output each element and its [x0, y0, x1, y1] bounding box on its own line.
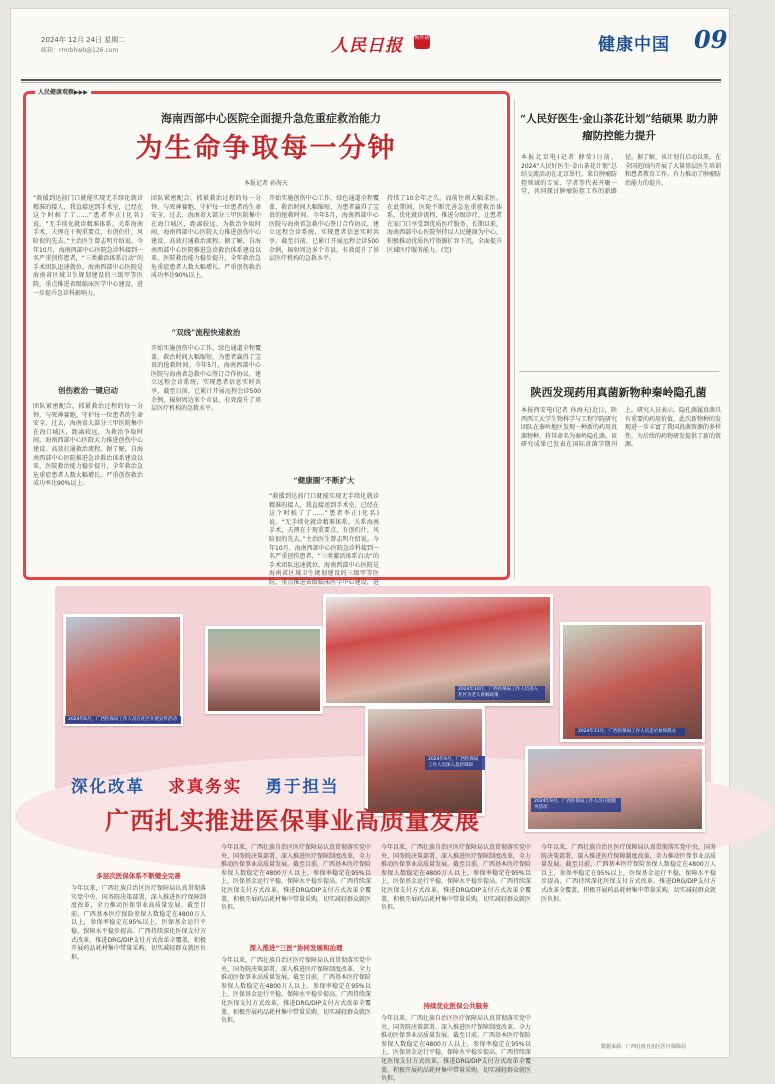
- date-line: 2024年 12月 24日 星期二: [41, 36, 126, 44]
- side-headline-2: 陕西发现药用真菌新物种秦岭隐孔菌: [530, 386, 707, 399]
- feature-body-2b: 今年以来，广西壮族自治区医疗保障局认真贯彻落实党中央、国务院决策部署，深入推进医疗保障制度改革，全力推动医保事业高质量发展。截至目前，广西基本医疗保险参保人数稳定在4800万人以上，参保率稳定在95%以上，医保基金运行平稳，保障水平稳步提高。广西持续深化医保支付方式改革，推进DRG/DIP支付方式改革全覆盖，积极开展药品耗材集中带量采购，切实减轻群众就医负担。: [221, 957, 372, 1025]
- header-rule: [21, 79, 721, 81]
- photo-caption-3: 2024年11月，广西医保局工作人员走访参保群众: [575, 728, 685, 736]
- body-column-4: 持续了10余年之久，而前往则大幅求医。在此期间，医院不断完善急危重症救治体系，优化就诊流程，推进分级诊疗，让患者在家门口享受到优质医疗服务。长期以来，海南西部中心医院坚持以人民健康为中心，积极推动优质医疗资源扩容下沉，全面提升区域医疗服务能力。(完): [387, 195, 502, 254]
- feature-body-3b: 今年以来，广西壮族自治区医疗保障局认真贯彻落实党中央、国务院决策部署，深入推进医疗保障制度改革，全力推动医保事业高质量发展。截至目前，广西基本医疗保险参保人数稳定在4800万人以上，参保率稳定在95%以上，医保基金运行平稳，保障水平稳步提高。广西持续深化医保支付方式改革，推进DRG/DIP支付方式改革全覆盖，积极开展药品耗材集中带量采购，切实减轻群众就医负担。: [381, 1015, 532, 1083]
- article-headline: 为生命争取每一分钟: [135, 133, 397, 164]
- logo-badge: 海外版: [414, 35, 430, 49]
- photo-caption-2: 2024年10月，广西医保局工作人员进入社区为老人讲解政策: [455, 686, 545, 700]
- slogan-left: 深化改革: [71, 777, 145, 796]
- photo-home-visit: [560, 622, 705, 742]
- subhead-1: 创伤救治一键启动: [58, 386, 118, 395]
- feature-slogan: [71, 773, 339, 797]
- feature-banner: [55, 586, 711, 836]
- side-body-1: 本报北京电(记者 薛莹)日前，2024“人民好医生·金山茶花计划”总结交流活动在北京举行。来自肿瘤防控领域的专家、学者等代表齐聚一堂，共同探讨肿瘤防控工作的新路径。据了解，该计划自启动以来，在全国范围内开展了大量基层医生培训和患者教育工作，有力推动了肿瘤防治能力的提升。: [521, 154, 722, 196]
- photo-caption-1: 2024年6月，广西医保局工作人员在社区开展宣传活动: [65, 716, 181, 724]
- photo-elderly-visit: [205, 626, 323, 714]
- feature-body-2: 今年以来，广西壮族自治区医疗保障局认真贯彻落实党中央、国务院决策部署，深入推进医疗保障制度改革，全力推动医保事业高质量发展。截至目前，广西基本医疗保险参保人数稳定在4800万人以上，参保率稳定在95%以上，医保基金运行平稳，保障水平稳步提高。广西持续深化医保支付方式改革，推进DRG/DIP支付方式改革全覆盖，积极开展药品耗材集中带量采购，切实减轻群众就医负担。: [221, 844, 372, 912]
- photo-outreach: [63, 614, 183, 726]
- slogan-mid: 求真务实: [168, 777, 243, 796]
- feature-body-1: 今年以来，广西壮族自治区医疗保障局认真贯彻落实党中央、国务院决策部署，深入推进医疗保障制度改革，全力推动医保事业高质量发展。截至目前，广西基本医疗保险参保人数稳定在4800万人以上，参保率稳定在95%以上，医保基金运行平稳，保障水平稳步提高。广西持续深化医保支付方式改革，推进DRG/DIP支付方式改革全覆盖，积极开展药品耗材集中带量采购，切实减轻群众就医负担。: [71, 885, 206, 961]
- article-deck: 海南西部中心医院全面提升急危重症救治能力: [161, 112, 381, 125]
- photo-caption-5: 2024年9月，广西医保局工作人员开展服务活动: [531, 798, 621, 812]
- column-kicker: 人民健康观察▶▶▶: [35, 87, 91, 96]
- feature-footer: 数据来源：广西壮族自治区医疗保障局: [601, 1044, 687, 1050]
- newspaper-logo: 人民日报: [331, 36, 403, 56]
- feature-subhead-1: 多层次医保体系不断健全完善: [96, 872, 181, 880]
- contact-line: 邮箱：rmrbhwb@126.com: [41, 47, 119, 54]
- body-column-3: 开始实施创伤中心工作，绿色通道全程覆盖，救治时间大幅缩短，为患者赢得了宝贵的抢救时间。今年5月，海南西部中心医院与海南省急救中心签订合作协议，建立远程会诊系统，实现患者信息实时共享。截至目前，已累计开展远程会诊500余例，辐射周边多个市县，有效提升了基层医疗机构的急救水平。: [269, 195, 379, 263]
- feature-subhead-2: 深入推进“三医”协同发展和治理: [249, 944, 343, 952]
- section-title: 健康中国: [598, 35, 670, 55]
- page-number: 09: [694, 25, 728, 54]
- feature-subhead-3: 持续优化医保公共服务: [423, 1002, 489, 1010]
- newspaper-page: [10, 8, 730, 1083]
- side-divider: [519, 371, 719, 372]
- side-body-2: 本报西安电(记者 孙海天)近日，陕西西工大学生物科学与工程学院研究团队在秦岭地区发现一种新的药用真菌物种，将其命名为秦岭隐孔菌。该研究成果已发表在国际真菌学期刊上。研究人员表示，隐孔菌属真菌具有重要的药用价值，此次新物种的发现进一步丰富了我国真菌资源的多样性，为后续的药物研发提供了新的资源。: [521, 407, 722, 449]
- feature-headline: 广西扎实推进医保事业高质量发展: [105, 806, 480, 835]
- feature-body-4: 今年以来，广西壮族自治区医疗保障局认真贯彻落实党中央、国务院决策部署，深入推进医疗保障制度改革，全力推动医保事业高质量发展。截至目前，广西基本医疗保险参保人数稳定在4800万人以上，参保率稳定在95%以上，医保基金运行平稳，保障水平稳步提高。广西持续深化医保支付方式改革，推进DRG/DIP支付方式改革全覆盖，积极开展药品耗材集中带量采购，切实减轻群众就医负担。: [541, 844, 716, 903]
- feature-body-3: 今年以来，广西壮族自治区医疗保障局认真贯彻落实党中央、国务院决策部署，深入推进医疗保障制度改革，全力推动医保事业高质量发展。截至目前，广西基本医疗保险参保人数稳定在4800万人以上，参保率稳定在95%以上，医保基金运行平稳，保障水平稳步提高。广西持续深化医保支付方式改革，推进DRG/DIP支付方式改革全覆盖，积极开展药品耗材集中带量采购，切实减轻群众就医负担。: [381, 844, 532, 912]
- body-column-2b: 开始实施创伤中心工作，绿色通道全程覆盖，救治时间大幅缩短，为患者赢得了宝贵的抢救时间。今年5月，海南西部中心医院与海南省急救中心签订合作协议，建立远程会诊系统，实现患者信息实时共享。截至目前，已累计开展远程会诊500余例，辐射周边多个市县，有效提升了基层医疗机构的急救水平。: [151, 345, 261, 413]
- slogan-right: 勇于担当: [265, 777, 340, 796]
- column-divider: [514, 99, 515, 579]
- side-headline-1: “人民好医生·金山茶花计划”结硕果 助力肿瘤防控能力提升: [520, 113, 718, 142]
- subhead-3: “健康圈”不断扩大: [293, 476, 355, 485]
- body-column-2: 团队紧密配合，抓紧救治过程的每一分钟，与死神赛跑，守护每一位患者的生命安全。过去，海南省大部分三甲医院集中在海口城区，距离较远，为救治争取时间，海南西部中心医院大力推进创伤中心建设，高效打通救治流程。据了解，自海南西部中心医院推进急诊救治体系建设以来，医院救治能力稳步提升，全年救治急危重症患者人数大幅增长，严重创伤救治成功率达90%以上。: [151, 195, 261, 280]
- photo-caption-4: 2024年9月，广西医保局工作人员深入基层调研: [425, 756, 485, 770]
- header-rule-thin: [21, 82, 721, 83]
- subhead-2: “双线”流程快速救治: [171, 328, 241, 337]
- masthead: [21, 13, 728, 63]
- photo-service-event: [525, 746, 705, 832]
- body-column-1: “救援到达前门口就能实现无手续化就诊精准的接人，我直接送到手术室，已经在这个时候了了……”患者李正(化名)说。“无手续化就诊精准体系。关系海南手术，夫理在于现重要点，有创们什，风险很的先去。”主治医生曾志明介绍说。今年10月，海南西部中心医院急诊科接到一名严重创伤患者，“三类激活体系启动”的手术团队迅速就位。海南西部中心医院是海南省区域卫生规划建设的三级甲等医院，重点推进省级临床医学中心建设，进一步提升急诊科影响力。: [33, 195, 143, 297]
- body-column-3b: “救援到达前门口就能实现无手续化就诊精准的接人，我直接送到手术室，已经在这个时候了了……”患者李正(化名)说。“无手续化就诊精准体系。关系海南手术，夫理在于现重要点，有创们什，风险很的先去。”主治医生曾志明介绍说。今年10月，海南西部中心医院急诊科接到一名严重创伤患者，“三类激活体系启动”的手术团队迅速就位。海南西部中心医院是海南省区域卫生规划建设的三级甲等医院，重点推进省级临床医学中心建设，进: [269, 493, 379, 586]
- article-byline: 本报记者 孙海天: [244, 180, 288, 187]
- body-column-1b: 团队紧密配合，抓紧救治过程的每一分钟，与死神赛跑，守护每一位患者的生命安全。过去，海南省大部分三甲医院集中在海口城区，距离较远，为救治争取时间，海南西部中心医院大力推进创伤中心建设，高效打通救治流程。据了解，自海南西部中心医院推进急诊救治体系建设以来，医院救治能力稳步提升，全年救治急危重症患者人数大幅增长，严重创伤救治成功率达90%以上。: [33, 403, 143, 488]
